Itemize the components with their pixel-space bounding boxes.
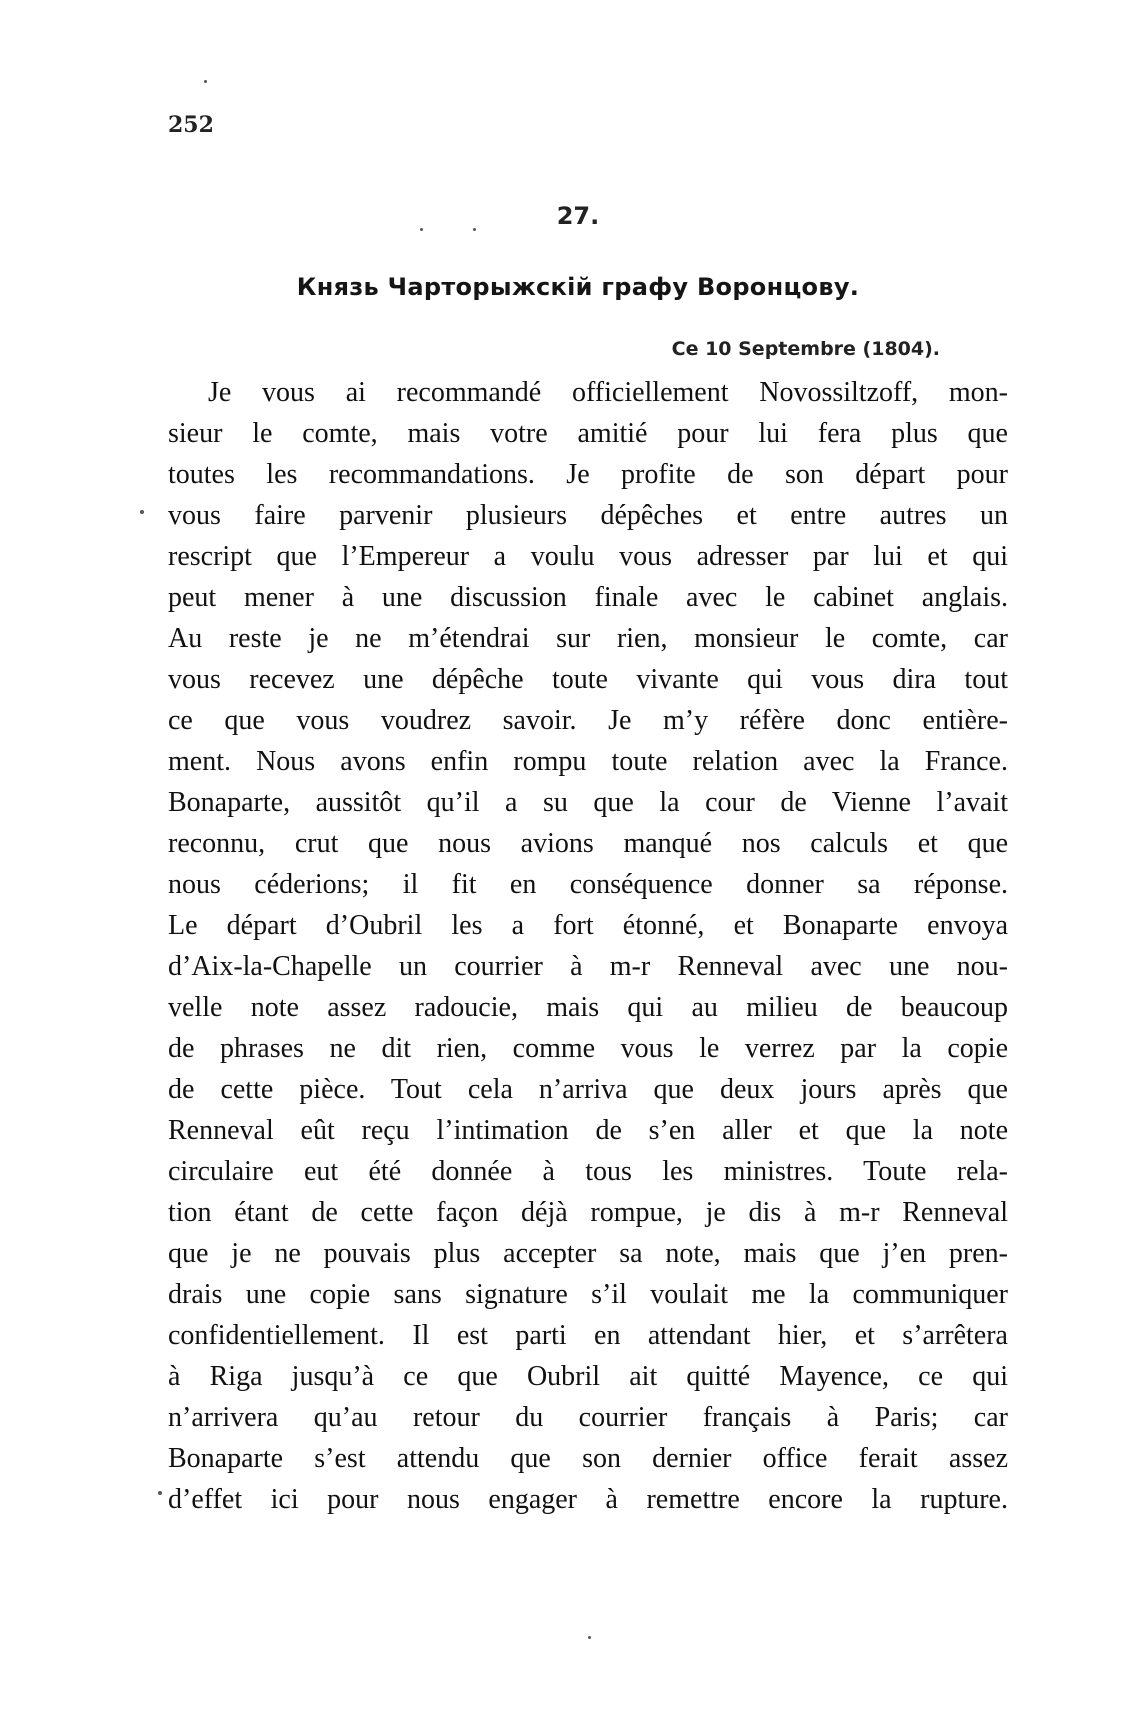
document-title: Князь Чарторыжскій графу Воронцову. (296, 273, 860, 301)
body-line: Je vous ai recommandé officiellement Novossiltzoff, mon- (208, 377, 1008, 408)
body-line: d’effet ici pour nous engager à remettre encore la rupture. (168, 1484, 1008, 1515)
body-line: toutes les recommandations. Je profite de son départ pour (168, 459, 1008, 490)
body-line: de phrases ne dit rien, comme vous le verrez par la copie (168, 1033, 1008, 1064)
scan-speck (140, 510, 144, 514)
body-line: Renneval eût reçu l’intimation de s’en aller et que la note (168, 1115, 1008, 1146)
body-line: circulaire eut été donnée à tous les ministres. Toute rela- (168, 1156, 1008, 1187)
scan-speck (473, 228, 476, 231)
body-line: ment. Nous avons enfin rompu toute relation avec la France. (168, 746, 1008, 777)
body-line: d’Aix-la-Chapelle un courrier à m-r Renneval avec une nou- (168, 951, 1008, 982)
document-number: 27. (556, 202, 600, 230)
scan-speck (158, 1491, 162, 1495)
body-line: à Riga jusqu’à ce que Oubril ait quitté Mayence, ce qui (168, 1361, 1008, 1392)
body-line: Le départ d’Oubril les a fort étonné, et Bonaparte envoya (168, 910, 1008, 941)
body-line: rescript que l’Empereur a voulu vous adresser par lui et qui (168, 541, 1008, 572)
body-line: reconnu, crut que nous avions manqué nos calculs et que (168, 828, 1008, 859)
body-line: velle note assez radoucie, mais qui au milieu de beaucoup (168, 992, 1008, 1023)
body-line: tion étant de cette façon déjà rompue, je dis à m-r Renneval (168, 1197, 1008, 1228)
body-line: de cette pièce. Tout cela n’arriva que deux jours après que (168, 1074, 1008, 1105)
body-line: n’arrivera qu’au retour du courrier français à Paris; car (168, 1402, 1008, 1433)
body-line: nous céderions; il fit en conséquence donner sa réponse. (168, 869, 1008, 900)
letter-body (168, 372, 1008, 1520)
scan-speck (588, 1636, 591, 1639)
body-line: confidentiellement. Il est parti en attendant hier, et s’arrêtera (168, 1320, 1008, 1351)
body-line: que je ne pouvais plus accepter sa note, mais que j’en pren- (168, 1238, 1008, 1269)
scan-speck (420, 228, 423, 231)
scan-speck (204, 80, 207, 83)
body-line: Au reste je ne m’étendrai sur rien, monsieur le comte, car (168, 623, 1008, 654)
body-line: Bonaparte s’est attendu que son dernier office ferait assez (168, 1443, 1008, 1474)
body-line: Bonaparte, aussitôt qu’il a su que la cour de Vienne l’avait (168, 787, 1008, 818)
body-line: peut mener à une discussion finale avec le cabinet anglais. (168, 582, 1008, 613)
body-line: vous faire parvenir plusieurs dépêches et entre autres un (168, 500, 1008, 531)
body-line: drais une copie sans signature s’il voulait me la communiquer (168, 1279, 1008, 1310)
body-line: ce que vous voudrez savoir. Je m’y réfère donc entière- (168, 705, 1008, 736)
letter-date: Ce 10 Septembre (1804). (671, 338, 940, 360)
page-number: 252 (168, 112, 214, 138)
body-line: sieur le comte, mais votre amitié pour lui fera plus que (168, 418, 1008, 449)
body-line: vous recevez une dépêche toute vivante qui vous dira tout (168, 664, 1008, 695)
